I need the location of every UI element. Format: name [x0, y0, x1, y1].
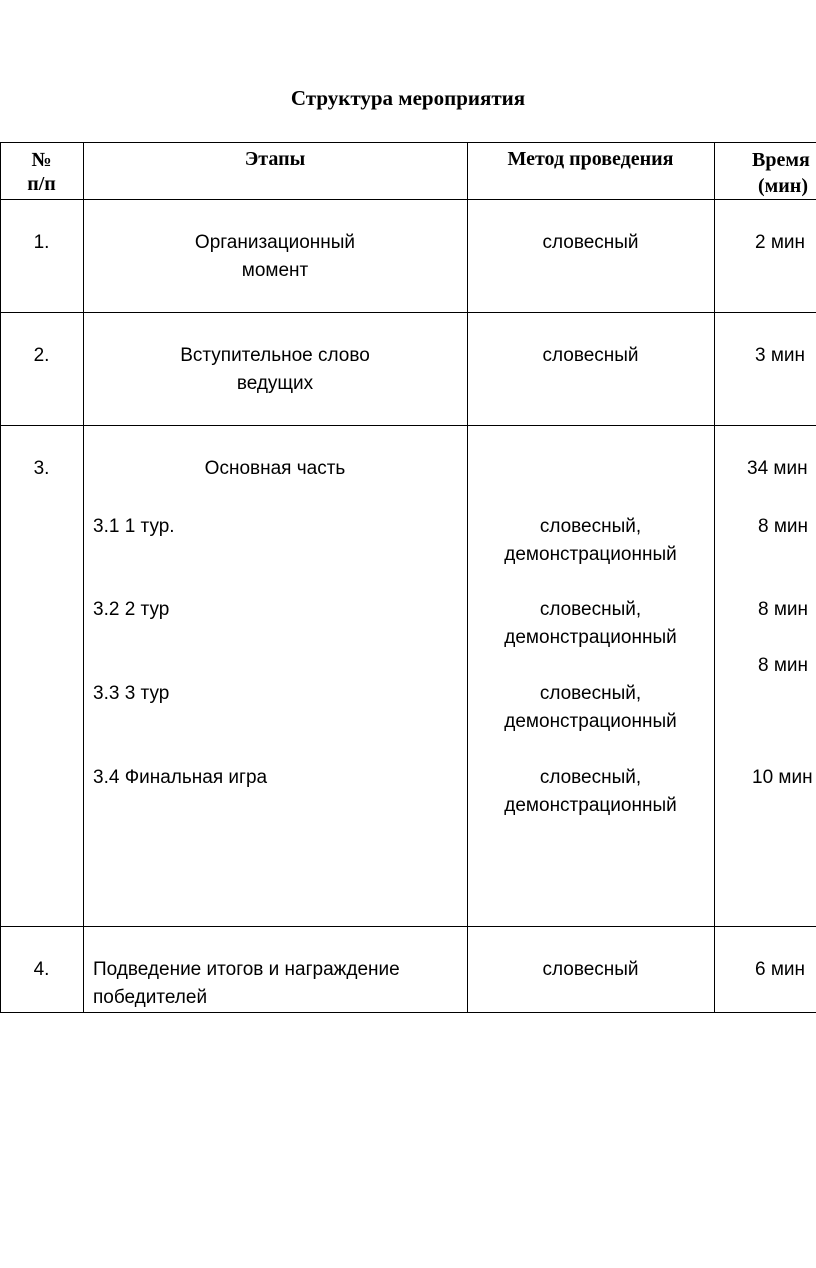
method-cell: словесный,	[539, 599, 642, 620]
time-cell: 8 мин	[758, 655, 809, 676]
method-cell: демонстрационный	[504, 544, 677, 565]
time-cell: 8 мин	[758, 516, 809, 537]
table-border-left	[0, 142, 1, 1013]
time-cell: 34 мин	[747, 458, 808, 479]
row-number: 1.	[33, 232, 50, 253]
header-stages: Этапы	[244, 148, 306, 170]
stage-cell: Подведение итогов и награждение	[93, 959, 400, 980]
time-cell: 10 мин	[752, 767, 813, 788]
method-cell: демонстрационный	[504, 627, 677, 648]
row-divider	[0, 926, 816, 927]
substage-cell: 3.1 1 тур.	[93, 516, 175, 537]
column-divider	[714, 142, 715, 1013]
header-number-sub: п/п	[27, 173, 56, 195]
method-cell: словесный,	[539, 516, 642, 537]
method-cell: словесный,	[539, 683, 642, 704]
method-cell: словесный	[542, 345, 639, 366]
method-cell: словесный,	[539, 767, 642, 788]
stage-cell: Основная часть	[204, 458, 346, 479]
header-number: №	[31, 149, 52, 171]
method-cell: демонстрационный	[504, 711, 677, 732]
table-border-bottom	[0, 1012, 816, 1013]
table-border-top	[0, 142, 816, 143]
stage-cell: ведущих	[236, 373, 314, 394]
page-title: Структура мероприятия	[290, 86, 526, 110]
column-divider	[467, 142, 468, 1013]
header-method: Метод проведения	[507, 148, 674, 170]
stage-cell: победителей	[93, 987, 208, 1008]
row-divider	[0, 425, 816, 426]
time-cell: 8 мин	[758, 599, 809, 620]
substage-cell: 3.4 Финальная игра	[93, 767, 268, 788]
stage-cell: момент	[241, 260, 309, 281]
method-cell: словесный	[542, 959, 639, 980]
substage-cell: 3.3 3 тур	[93, 683, 170, 704]
row-number: 2.	[33, 345, 50, 366]
stage-cell: Вступительное слово	[180, 345, 370, 366]
substage-cell: 3.2 2 тур	[93, 599, 170, 620]
row-number: 3.	[33, 458, 50, 479]
row-divider	[0, 312, 816, 313]
time-cell: 3 мин	[755, 345, 806, 366]
stage-cell: Организационный	[194, 232, 356, 253]
header-divider	[0, 199, 816, 200]
header-time: Время	[752, 149, 810, 171]
time-cell: 2 мин	[755, 232, 806, 253]
time-cell: 6 мин	[755, 959, 806, 980]
method-cell: демонстрационный	[504, 795, 677, 816]
header-time-sub: (мин)	[758, 175, 808, 197]
row-number: 4.	[33, 959, 50, 980]
method-cell: словесный	[542, 232, 639, 253]
